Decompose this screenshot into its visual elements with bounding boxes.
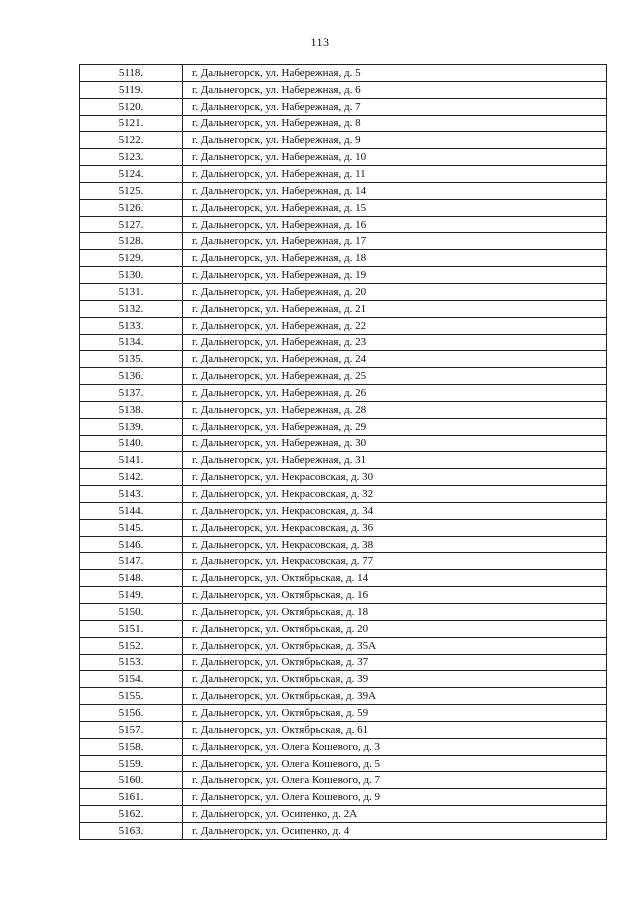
table-row bbox=[80, 334, 607, 351]
table-row bbox=[80, 233, 607, 250]
row-number-cell: 5139. bbox=[80, 418, 183, 435]
table-row bbox=[80, 250, 607, 267]
row-number-cell: 5127. bbox=[80, 216, 183, 233]
address-cell: г. Дальнегорск, ул. Набережная, д. 5 bbox=[183, 65, 607, 82]
row-number-cell: 5163. bbox=[80, 822, 183, 839]
address-cell: г. Дальнегорск, ул. Олега Кошевого, д. 5 bbox=[183, 755, 607, 772]
address-cell: г. Дальнегорск, ул. Некрасовская, д. 38 bbox=[183, 536, 607, 553]
address-cell: г. Дальнегорск, ул. Октябрьская, д. 37 bbox=[183, 654, 607, 671]
address-cell: г. Дальнегорск, ул. Набережная, д. 25 bbox=[183, 368, 607, 385]
table-row bbox=[80, 267, 607, 284]
address-cell: г. Дальнегорск, ул. Октябрьская, д. 35А bbox=[183, 637, 607, 654]
address-cell: г. Дальнегорск, ул. Октябрьская, д. 20 bbox=[183, 620, 607, 637]
row-number-cell: 5145. bbox=[80, 519, 183, 536]
row-number-cell: 5153. bbox=[80, 654, 183, 671]
row-number-cell: 5137. bbox=[80, 385, 183, 402]
row-number-cell: 5118. bbox=[80, 65, 183, 82]
row-number-cell: 5142. bbox=[80, 469, 183, 486]
row-number-cell: 5147. bbox=[80, 553, 183, 570]
address-cell: г. Дальнегорск, ул. Осипенко, д. 2А bbox=[183, 806, 607, 823]
address-cell: г. Дальнегорск, ул. Набережная, д. 23 bbox=[183, 334, 607, 351]
table-row bbox=[80, 469, 607, 486]
row-number-cell: 5134. bbox=[80, 334, 183, 351]
table-row bbox=[80, 806, 607, 823]
address-cell: г. Дальнегорск, ул. Набережная, д. 18 bbox=[183, 250, 607, 267]
row-number-cell: 5144. bbox=[80, 502, 183, 519]
table-row bbox=[80, 536, 607, 553]
row-number-cell: 5132. bbox=[80, 300, 183, 317]
address-cell: г. Дальнегорск, ул. Набережная, д. 9 bbox=[183, 132, 607, 149]
row-number-cell: 5124. bbox=[80, 166, 183, 183]
address-cell: г. Дальнегорск, ул. Олега Кошевого, д. 3 bbox=[183, 738, 607, 755]
table-row bbox=[80, 300, 607, 317]
table-row bbox=[80, 755, 607, 772]
table-row bbox=[80, 620, 607, 637]
row-number-cell: 5151. bbox=[80, 620, 183, 637]
address-cell: г. Дальнегорск, ул. Некрасовская, д. 34 bbox=[183, 502, 607, 519]
table-row bbox=[80, 452, 607, 469]
address-cell: г. Дальнегорск, ул. Некрасовская, д. 77 bbox=[183, 553, 607, 570]
table-row bbox=[80, 705, 607, 722]
row-number-cell: 5150. bbox=[80, 604, 183, 621]
address-cell: г. Дальнегорск, ул. Набережная, д. 21 bbox=[183, 300, 607, 317]
row-number-cell: 5156. bbox=[80, 705, 183, 722]
table-row bbox=[80, 385, 607, 402]
address-cell: г. Дальнегорск, ул. Набережная, д. 17 bbox=[183, 233, 607, 250]
address-cell: г. Дальнегорск, ул. Набережная, д. 10 bbox=[183, 149, 607, 166]
table-row bbox=[80, 553, 607, 570]
row-number-cell: 5149. bbox=[80, 587, 183, 604]
row-number-cell: 5133. bbox=[80, 317, 183, 334]
address-cell: г. Дальнегорск, ул. Октябрьская, д. 16 bbox=[183, 587, 607, 604]
table-row bbox=[80, 199, 607, 216]
address-registry-table bbox=[79, 64, 607, 840]
table-row bbox=[80, 654, 607, 671]
row-number-cell: 5120. bbox=[80, 98, 183, 115]
table-row bbox=[80, 351, 607, 368]
row-number-cell: 5162. bbox=[80, 806, 183, 823]
address-cell: г. Дальнегорск, ул. Некрасовская, д. 36 bbox=[183, 519, 607, 536]
address-cell: г. Дальнегорск, ул. Октябрьская, д. 39 bbox=[183, 671, 607, 688]
address-cell: г. Дальнегорск, ул. Некрасовская, д. 32 bbox=[183, 486, 607, 503]
table-row bbox=[80, 604, 607, 621]
table-row bbox=[80, 570, 607, 587]
row-number-cell: 5119. bbox=[80, 81, 183, 98]
address-cell: г. Дальнегорск, ул. Набережная, д. 11 bbox=[183, 166, 607, 183]
table-row bbox=[80, 401, 607, 418]
address-cell: г. Дальнегорск, ул. Набережная, д. 26 bbox=[183, 385, 607, 402]
table-row bbox=[80, 81, 607, 98]
table-row bbox=[80, 115, 607, 132]
row-number-cell: 5146. bbox=[80, 536, 183, 553]
row-number-cell: 5123. bbox=[80, 149, 183, 166]
table-row bbox=[80, 317, 607, 334]
table-row bbox=[80, 587, 607, 604]
row-number-cell: 5135. bbox=[80, 351, 183, 368]
table-row bbox=[80, 721, 607, 738]
table-row bbox=[80, 772, 607, 789]
table-row bbox=[80, 519, 607, 536]
address-cell: г. Дальнегорск, ул. Олега Кошевого, д. 9 bbox=[183, 789, 607, 806]
address-cell: г. Дальнегорск, ул. Октябрьская, д. 59 bbox=[183, 705, 607, 722]
address-cell: г. Дальнегорск, ул. Набережная, д. 8 bbox=[183, 115, 607, 132]
row-number-cell: 5129. bbox=[80, 250, 183, 267]
page-number: 113 bbox=[310, 35, 330, 49]
table-row bbox=[80, 166, 607, 183]
address-cell: г. Дальнегорск, ул. Набережная, д. 24 bbox=[183, 351, 607, 368]
table-row bbox=[80, 283, 607, 300]
table-row bbox=[80, 368, 607, 385]
address-cell: г. Дальнегорск, ул. Осипенко, д. 4 bbox=[183, 822, 607, 839]
table-row bbox=[80, 671, 607, 688]
address-cell: г. Дальнегорск, ул. Набережная, д. 22 bbox=[183, 317, 607, 334]
address-cell: г. Дальнегорск, ул. Набережная, д. 30 bbox=[183, 435, 607, 452]
table-row bbox=[80, 216, 607, 233]
address-cell: г. Дальнегорск, ул. Набережная, д. 20 bbox=[183, 283, 607, 300]
row-number-cell: 5157. bbox=[80, 721, 183, 738]
address-cell: г. Дальнегорск, ул. Набережная, д. 31 bbox=[183, 452, 607, 469]
address-cell: г. Дальнегорск, ул. Октябрьская, д. 18 bbox=[183, 604, 607, 621]
table-row bbox=[80, 418, 607, 435]
address-cell: г. Дальнегорск, ул. Набережная, д. 28 bbox=[183, 401, 607, 418]
address-cell: г. Дальнегорск, ул. Набережная, д. 19 bbox=[183, 267, 607, 284]
address-cell: г. Дальнегорск, ул. Октябрьская, д. 39А bbox=[183, 688, 607, 705]
row-number-cell: 5161. bbox=[80, 789, 183, 806]
row-number-cell: 5160. bbox=[80, 772, 183, 789]
row-number-cell: 5122. bbox=[80, 132, 183, 149]
row-number-cell: 5154. bbox=[80, 671, 183, 688]
address-cell: г. Дальнегорск, ул. Набережная, д. 29 bbox=[183, 418, 607, 435]
row-number-cell: 5126. bbox=[80, 199, 183, 216]
address-registry-body bbox=[80, 65, 607, 840]
table-row bbox=[80, 822, 607, 839]
address-cell: г. Дальнегорск, ул. Октябрьская, д. 14 bbox=[183, 570, 607, 587]
row-number-cell: 5159. bbox=[80, 755, 183, 772]
table-row bbox=[80, 98, 607, 115]
row-number-cell: 5143. bbox=[80, 486, 183, 503]
row-number-cell: 5125. bbox=[80, 182, 183, 199]
row-number-cell: 5136. bbox=[80, 368, 183, 385]
address-cell: г. Дальнегорск, ул. Набережная, д. 16 bbox=[183, 216, 607, 233]
row-number-cell: 5131. bbox=[80, 283, 183, 300]
table-row bbox=[80, 502, 607, 519]
address-cell: г. Дальнегорск, ул. Октябрьская, д. 61 bbox=[183, 721, 607, 738]
table-row bbox=[80, 149, 607, 166]
address-cell: г. Дальнегорск, ул. Набережная, д. 15 bbox=[183, 199, 607, 216]
table-row bbox=[80, 637, 607, 654]
address-cell: г. Дальнегорск, ул. Набережная, д. 14 bbox=[183, 182, 607, 199]
table-row bbox=[80, 688, 607, 705]
row-number-cell: 5155. bbox=[80, 688, 183, 705]
address-cell: г. Дальнегорск, ул. Набережная, д. 7 bbox=[183, 98, 607, 115]
row-number-cell: 5141. bbox=[80, 452, 183, 469]
address-cell: г. Дальнегорск, ул. Олега Кошевого, д. 7 bbox=[183, 772, 607, 789]
table-row bbox=[80, 132, 607, 149]
table-row bbox=[80, 435, 607, 452]
row-number-cell: 5138. bbox=[80, 401, 183, 418]
address-cell: г. Дальнегорск, ул. Некрасовская, д. 30 bbox=[183, 469, 607, 486]
table-row bbox=[80, 738, 607, 755]
table-row bbox=[80, 789, 607, 806]
row-number-cell: 5121. bbox=[80, 115, 183, 132]
row-number-cell: 5130. bbox=[80, 267, 183, 284]
address-cell: г. Дальнегорск, ул. Набережная, д. 6 bbox=[183, 81, 607, 98]
table-row bbox=[80, 486, 607, 503]
row-number-cell: 5148. bbox=[80, 570, 183, 587]
table-row bbox=[80, 182, 607, 199]
row-number-cell: 5158. bbox=[80, 738, 183, 755]
table-row bbox=[80, 65, 607, 82]
row-number-cell: 5140. bbox=[80, 435, 183, 452]
row-number-cell: 5152. bbox=[80, 637, 183, 654]
row-number-cell: 5128. bbox=[80, 233, 183, 250]
